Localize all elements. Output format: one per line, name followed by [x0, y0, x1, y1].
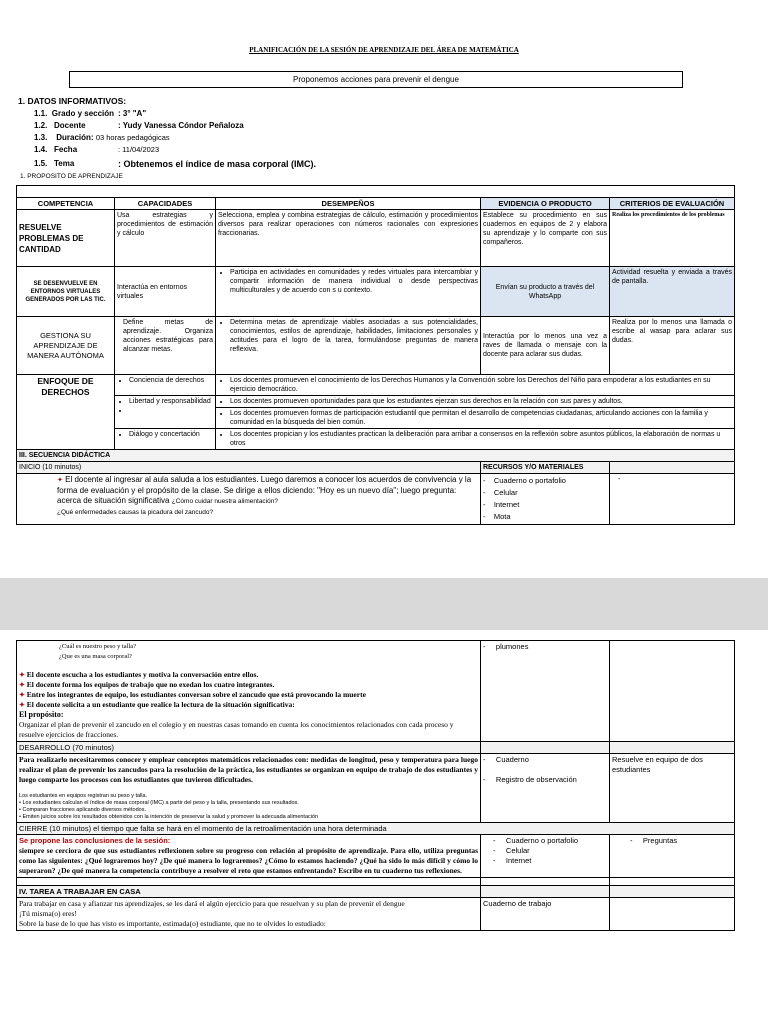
question-2: ¿Que es una masa corporal?	[59, 653, 132, 660]
list-item: - Internet	[483, 500, 520, 509]
tarea-line-3: Sobre la base de lo que has visto es importante, estimada(o) estudiante, que no te olvides lo estudiado:	[19, 919, 326, 928]
table-header-row	[17, 198, 735, 210]
info-value-topic: : Obtenemos el índice de masa corporal (IMC).	[118, 159, 317, 169]
info-row-topic: 1.5. Tema	[34, 159, 75, 168]
header-criterios: CRITERIOS DE EVALUACIÓN	[610, 198, 735, 210]
desarrollo-row: Para realizarlo necesitaremos conocer y emplear conceptos matemáticos relacionados con: medidas de longitud, peso y temperatura para luego realizar el plan de prevenir los zancudos para la resolución de la práctica, los estudiantes se organizan en equipo de trabajo de dos estudiantes y luego comparte los procesos con los estudiantes que tuvieron dificultades. Los estudiantes en equipos registran su peso y talla. • Los estudiantes calculan el índice de masa corporal (IMC) a partir del peso y la talla, presentando sus resultados. • Comparan fracciones aplicando diversos métodos. • Emiten juicios sobre los resultados obtenidos con la intención de preservar la salud y promover la adecuada alimentación - Cuaderno - Registro de observación Resuelve en equipo de dos estudiantes	[17, 754, 735, 823]
info-value-grade: : 3° "A"	[118, 109, 147, 118]
equipos-intro: Los estudiantes en equipos registran su peso y talla.	[19, 793, 148, 799]
tarea-row: Para trabajar en casa y afianzar tus aprendizajes, se les dará el algún ejercicio para que resuelvan y su plan de prevenir el dengue ¡Tú misma(o) eres! Sobre la base de lo que has visto es importante, estimada(o) estudiante, que no te olvides lo estudiado: Cuaderno de trabajo	[17, 898, 735, 931]
info-value-date: : 11/04/2023	[118, 145, 160, 154]
tarea-line-2: ¡Tú misma(o) eres!	[19, 909, 77, 918]
secuencia-row: III. SECUENCIA DIDÁCTICA	[17, 450, 735, 462]
info-heading: 1. DATOS INFORMATIVOS:	[18, 96, 127, 106]
pushpin-icon: ✦	[19, 671, 25, 679]
enfoque-row: ENFOQUE DE DERECHOS • Conciencia de derechos • Los docentes promueven el conocimiento de los Derechos Humanos y la Convención sobre los Derechos del Niño para empoderar a los estudiantes en su ejercicio democrático.	[17, 375, 735, 396]
inicio-continued-row	[17, 641, 735, 742]
list-item: ✦ El docente forma los equipos de trabajo que no exedan los cuatro integrantes.	[19, 680, 275, 689]
info-row-grade: 1.1. Grado y sección	[34, 109, 115, 118]
list-item: • Comparan fracciones aplicando diversos métodos.	[19, 807, 146, 813]
desarrollo-header-row: DESARROLLO (70 minutos)	[17, 742, 735, 754]
topic-box: Proponemos acciones para prevenir el dengue	[69, 71, 683, 88]
question-1: ¿Cuál es nuestro peso y talla?	[59, 643, 137, 650]
info-row-date: 1.4. Fecha	[34, 145, 78, 154]
enfoque-row: • Los docentes promueven formas de participación estudiantil que permitan el desarrollo de competencias ciudadanas, articulando acciones con la familia y comunidad en la búsqueda del bien común.	[17, 408, 735, 429]
header-evidencia: EVIDENCIA O PRODUCTO	[481, 198, 610, 210]
enfoque-row: • Diálogo y concertación • Los docentes propician y los estudiantes practican la deliberación para arribar a consensos en la reflexión sobre asuntos públicos, la elaboración de normas u otros	[17, 429, 735, 450]
list-item: - Cuaderno o portafolio	[493, 836, 579, 845]
page-two	[0, 630, 768, 1024]
list-item: - Cuaderno	[483, 755, 529, 764]
sequence-table	[16, 640, 735, 931]
list-item: • Los estudiantes calculan el índice de masa corporal (IMC) a partir del peso y la talla, presentando sus resultados.	[19, 800, 299, 806]
competency-table	[16, 185, 735, 525]
tarea-text: Para trabajar en casa y afianzar tus aprendizajes, se les dará el algún ejercicio para que resuelvan y su plan de prevenir el dengue	[19, 899, 405, 908]
inicio-row: ✦ El docente al ingresar al aula saluda a los estudiantes. Luego daremos a conocer los acuerdos de convivencia y la forma de evaluación y el propósito de la clase. Se dirige a ellos diciendo: "Hoy es un nuevo día"; luego pregunta: acerca de situación significativa ¿Cómo cuidar nuestra alimentación? ¿Qué enfermedades causas la picadura del zancudo? - Cuaderno o portafolio - Celular - Internet - Mota -	[17, 474, 735, 525]
header-capacidades: CAPACIDADES	[115, 198, 216, 210]
list-item: - Cuaderno o portafolio	[483, 476, 566, 485]
header-desempenos: DESEMPEÑOS	[216, 198, 481, 210]
inicio-header-row: INICIO (10 minutos) RECURSOS Y/O MATERIALES	[17, 462, 735, 474]
table-row: RESUELVE PROBLEMAS DE CANTIDAD Usa estrategias y procedimientos de estimación y cálculo Selecciona, emplea y combina estrategias de cálculo, estimación y procedimientos diversos para realizar operaciones con números racionales con expresiones fraccionarias. Establece su procedimiento en sus cuadernos en equipos de 2 y elabora su aprendizaje y lo comparte con sus compañeros. Realiza los procedimientos de los problemas	[17, 210, 735, 267]
desarrollo-text: Para realizarlo necesitaremos conocer y emplear conceptos matemáticos relacionados con: medidas de longitud, peso y temperatura para luego realizar el plan de prevenir los zancudos para la resolución de la práctica, los estudiantes se organizan en equipo de trabajo de dos estudiantes y luego comparte los procesos con los estudiantes que tuvieron dificultades.	[19, 755, 478, 784]
cierre-highlight: Se propone las conclusiones de la sesión:	[19, 836, 171, 845]
list-item: ✦ Entre los integrantes de equipo, los estudiantes conversan sobre el zancudo que está provocando la muerte	[19, 690, 366, 699]
pushpin-icon: ✦	[19, 681, 25, 689]
list-item: - plumones	[483, 642, 529, 651]
spacer-row	[17, 878, 735, 886]
proposito-label: El propósito:	[19, 710, 64, 719]
enfoque-row: • Libertad y responsabilidad • • Los docentes promueven oportunidades para que los estudiantes ejerzan sus derechos en la relación con sus pares y adultos.	[17, 396, 735, 408]
info-row-teacher: 1.2. Docente	[34, 121, 86, 130]
header-competencia: COMPETENCIA	[17, 198, 115, 210]
list-item: ✦ El docente escucha a los estudiantes y motiva la conversación entre ellos.	[19, 670, 259, 679]
pushpin-icon: ✦	[19, 691, 25, 699]
table-row: GESTIONA SU APRENDIZAJE DE MANERA AUTÓNOMA Define metas de aprendizaje. Organiza acciones estratégicas para alcanzar metas. • Determina metas de aprendizaje viables asociadas a sus potencialidades, conocimientos, estilos de aprendizaje, habilidades, limitaciones personales y actitudes para el logro de la tarea, formulándose preguntas de manera reflexiva. Interactúa por lo menos una vez a raves de llamada o mensaje con la docente para aclarar sus dudas. Realiza por lo menos una llamada o escribe al wasap para aclarar sus dudas.	[17, 317, 735, 375]
table-blank-row	[17, 186, 735, 198]
proposito-text: Organizar el plan de prevenir el zancudo en el colegio y en nuestras casas tomando en cuenta los conocimientos relacionados con cada proceso y resuelve ejercicios de fracciones.	[19, 720, 454, 739]
list-item: • Emiten juicios sobre los resultados obtenidos con la intención de preservar la salud y promover la adecuada alimentación	[19, 814, 319, 820]
list-item: - Mota	[483, 512, 511, 521]
list-item: - Registro de observación	[483, 775, 577, 784]
list-item: ✦ El docente solicita a un estudiante que realice la lectura de la situación significativa:	[19, 700, 295, 709]
cierre-header-row: CIERRE (10 minutos) el tiempo que falta se hará en el momento de la retroalimentación una hora determinada	[17, 823, 735, 835]
pushpin-icon: ✦	[57, 477, 63, 484]
cierre-row: Se propone las conclusiones de la sesión: siempre se cerciora de que sus estudiantes reflexionen sobre su progreso con relación al propósito de aprendizaje. Para ello, utiliza preguntas como las siguientes: ¿Qué lograremos hoy? ¿De qué manera lo lograremos? ¿Cómo lo estamos haciendo? ¿Qué ha sido lo más difícil y cómo lo superaron? ¿De qué manera la competencia contribuye a resolver el reto que estamos enfrentando? Escribe en tu cuaderno tus reflexiones. - Cuaderno o portafolio - Celular - Internet - Preguntas	[17, 835, 735, 878]
info-value-teacher: : Yudy Vanessa Cóndor Peñaloza	[118, 121, 244, 130]
pushpin-icon: ✦	[19, 701, 25, 709]
table-row: SE DESENVUELVE EN ENTORNOS VIRTUALES GENERADOS POR LAS TIC. Interactúa en entornos virtuales • Participa en actividades en comunidades y redes virtuales para intercambiar y compartir información de manera individual o desde perspectivas multiculturales y de acuerdo con s u contexto. Envían su producto a través del WhatsApp Actividad resuelta y enviada a través de pantalla.	[17, 267, 735, 317]
list-item: - Celular	[493, 846, 530, 855]
info-row-duration: 1.3. Duración: 03 horas pedagógicas	[34, 133, 170, 142]
list-item: - Celular	[483, 488, 518, 497]
document-title: PLANIFICACIÓN DE LA SESIÓN DE APRENDIZAJE DEL ÁREA DE MATEMÁTICA	[249, 46, 519, 54]
list-item: - Internet	[493, 856, 532, 865]
cierre-text: siempre se cerciora de que sus estudiantes reflexionen sobre su progreso con relación al propósito de aprendizaje. Para ello, utiliza preguntas como las siguientes: ¿Qué lograremos hoy? ¿De qué manera lo lograremos? ¿Cómo lo estamos haciendo? ¿Qué ha sido lo más difícil y cómo lo superaron? ¿De qué manera la competencia contribuye a resolver el reto que estamos enfrentando? Escribe en tu cuaderno tus reflexiones.	[19, 846, 478, 875]
purpose-heading: 1. PROPOSITO DE APRENDIZAJE	[20, 173, 123, 180]
tarea-header-row: IV. TAREA A TRABAJAR EN CASA	[17, 886, 735, 898]
